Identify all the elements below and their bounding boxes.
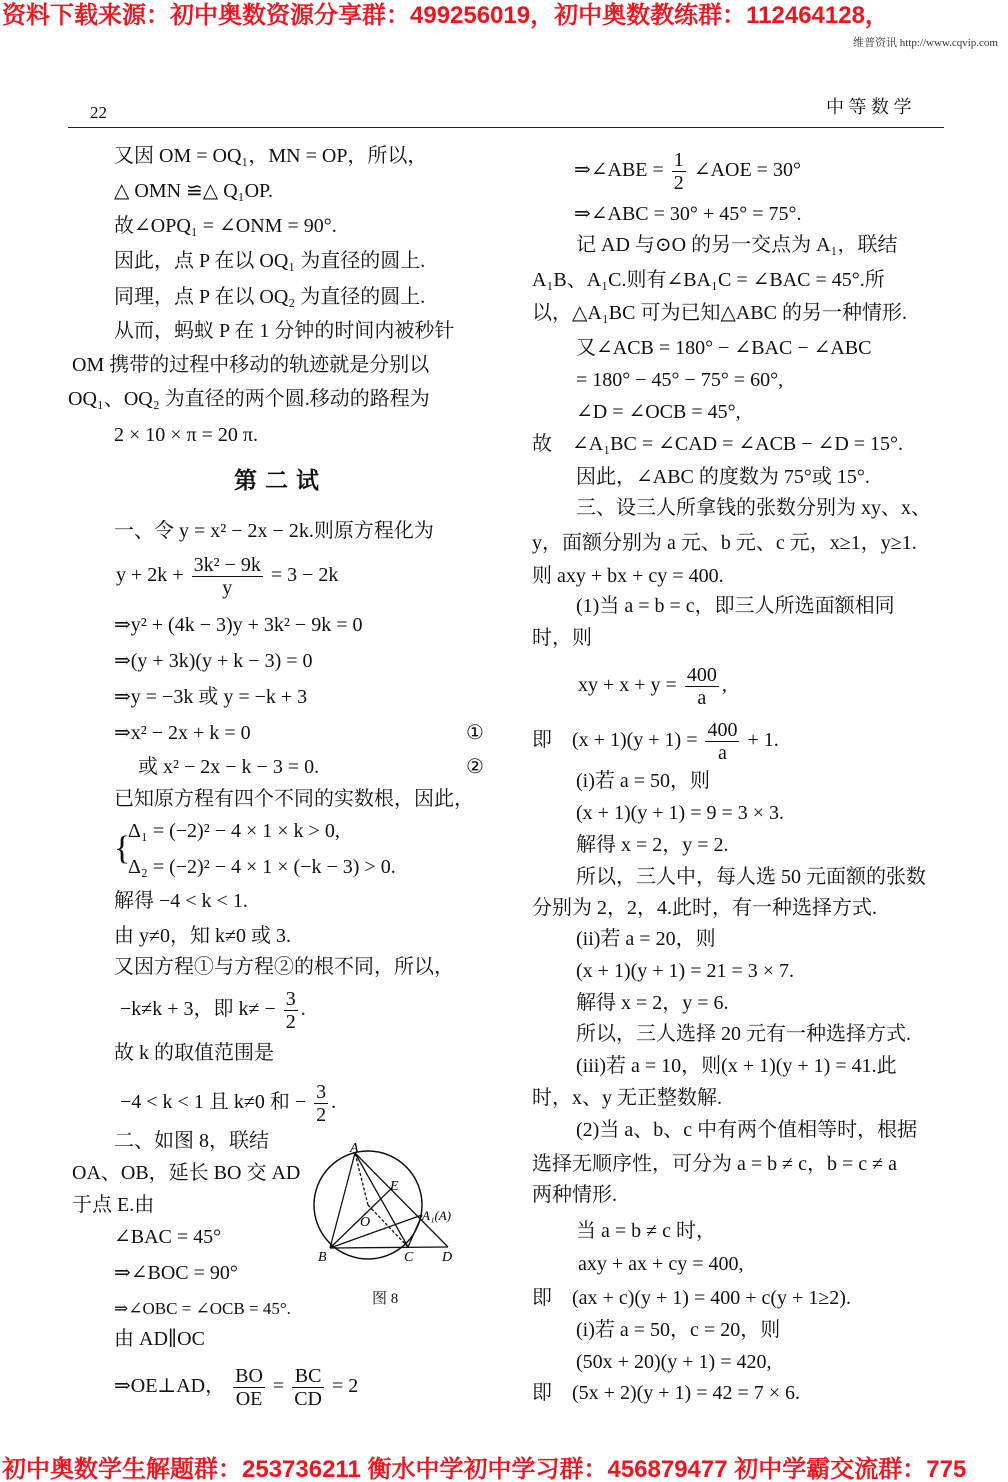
text-line: 分别为 2，2，4.此时，有一种选择方式. (532, 897, 877, 919)
label-d: D (442, 1250, 453, 1265)
numerator: BO (235, 1365, 263, 1387)
numerator: 1 (673, 149, 684, 171)
equation-line (574, 149, 801, 194)
text-line: (i)若 a = 50，则 (576, 770, 711, 792)
text-line: 又因方程①与方程②的根不同，所以， (114, 956, 454, 978)
text-line: 又∠ACB = 180° − ∠BAC − ∠ABC (576, 337, 872, 359)
text-line: ⇒y² + (4k − 3)y + 3k² − 9k = 0 (114, 614, 363, 636)
figure-caption: 图 8 (372, 1291, 399, 1307)
equation-line: −4 < k < 1 且 k≠0 和 − $\frac{3}{2}$ . (120, 1081, 337, 1126)
numerator: 400 (686, 664, 717, 686)
journal-title: 中 等 数 学 (826, 97, 912, 117)
denominator: 2 (316, 1104, 327, 1126)
equation-line: −k≠k + 3，即 k≠ − $\frac{3}{2}$ . (120, 988, 306, 1033)
text-line: (iii)若 a = 10，则(x + 1)(y + 1) = 41.此 (576, 1055, 897, 1077)
text-line: 时，则 (532, 627, 592, 649)
text: ∠AOE = 30° (693, 159, 801, 182)
bottom-banner: 初中奥数学生解题群：253736211 衡水中学初中学习群：456879477 初中学霸交流群：775 (2, 1456, 967, 1482)
text: ⇒∠ABE = (574, 159, 664, 182)
text-line: Δ₁ = (−2)² − 4 × 1 × k > 0, (128, 820, 340, 842)
text-line: 已知原方程有四个不同的实数根，因此， (114, 788, 474, 810)
text-line: 因此，点 P 在以 OQ₁ 为直径的圆上. (114, 250, 426, 272)
text-line: (2)当 a、b、c 中有两个值相等时，根据 (576, 1119, 918, 1141)
numerator: 3 (316, 1081, 327, 1103)
text-line: A₁B、A₁C.则有∠BA₁C = ∠BAC = 45°.所 (532, 269, 885, 291)
text-line: ⇒∠OBC = ∠OCB = 45°. (114, 1299, 291, 1318)
text-line: ∠BAC = 45° (114, 1226, 222, 1248)
numerator: BC (292, 1365, 324, 1388)
equation-line (114, 1365, 358, 1410)
text-line: 三、设三人所拿钱的张数分别为 xy、x、 (576, 497, 931, 519)
text-line: (ii)若 a = 20，则 (576, 928, 716, 950)
header-rule (68, 127, 944, 128)
denominator: a (718, 742, 727, 764)
equation-line (578, 664, 727, 709)
text-line: (x + 1)(y + 1) = 9 = 3 × 3. (576, 802, 785, 824)
label-o: O (360, 1215, 371, 1230)
text-line: △ OMN ≌△ Q₁OP. (114, 180, 273, 202)
label-e: E (390, 1179, 399, 1194)
text-line: 解得 −4 < k < 1. (114, 890, 248, 912)
text-line: ∠D = ∠OCB = 45°, (576, 401, 741, 423)
page-number: 22 (90, 103, 107, 122)
denominator: 2 (285, 1011, 296, 1033)
text-line: ⇒(y + 3k)(y + k − 3) = 0 (114, 650, 313, 672)
numerator: 3k² − 9k (193, 554, 261, 576)
text-line: 从而，蚂蚁 P 在 1 分钟的时间内被秒针 (114, 320, 455, 342)
fraction (314, 1081, 328, 1126)
fraction (284, 988, 298, 1033)
equation-line (532, 719, 779, 764)
text: xy + x + y = (578, 674, 677, 697)
text-line: 所以，三人中，每人选 50 元面额的张数 (576, 866, 926, 888)
fraction (672, 149, 686, 194)
text-line: 二、如图 8，联结 (114, 1130, 269, 1152)
label-a1: A₁(A) (422, 1208, 452, 1223)
text-line: 于点 E.由 (72, 1194, 155, 1216)
text-line: 两种情形. (532, 1184, 617, 1206)
text-line: 同理，点 P 在以 OQ₂ 为直径的圆上. (114, 286, 426, 308)
text-line: 故 k 的取值范围是 (114, 1042, 274, 1064)
text-line: 所以，三人选择 20 元有一种选择方式. (576, 1023, 911, 1045)
text-line: 以，△A₁BC 可为已知△ABC 的另一种情形. (532, 302, 907, 324)
fraction (685, 664, 719, 709)
text-line: (i)若 a = 50，c = 20，则 (576, 1319, 781, 1341)
fraction (292, 1365, 324, 1410)
denominator: OE (235, 1388, 263, 1410)
text-line: OQ₁、OQ₂ 为直径的两个圆.移动的路程为 (68, 388, 430, 410)
text-line: OM 携带的过程中移动的轨迹就是分别以 (72, 354, 430, 376)
text-line: y，面额分别为 a 元、b 元、c 元，x≥1，y≥1. (532, 532, 917, 554)
text-line: (1)当 a = b = c，即三人所选面额相同 (576, 595, 895, 617)
text-line: ⇒x² − 2x + k = 0 (114, 722, 251, 744)
fraction (192, 554, 263, 599)
text-line: ⇒y = −3k 或 y = −k + 3 (114, 686, 308, 708)
text-line: 时，x、y 无正整数解. (532, 1087, 722, 1109)
fraction (705, 719, 739, 764)
text-line: 由 y≠0，知 k≠0 或 3. (114, 925, 291, 947)
text-line: = 180° − 45° − 75° = 60°, (576, 369, 784, 391)
text-line: ⇒∠BOC = 90° (114, 1262, 238, 1284)
numerator: 400 (707, 719, 738, 741)
text-line: 记 AD 与⊙O 的另一交点为 A₁，联结 (576, 234, 898, 256)
denominator: 2 (673, 172, 684, 194)
text-line: 当 a = b ≠ c 时， (576, 1220, 717, 1242)
text-line: OA、OB，延长 BO 交 AD (72, 1162, 301, 1184)
text-line: (50x + 20)(y + 1) = 420, (576, 1351, 772, 1373)
text-line: axy + ax + cy = 400, (578, 1253, 744, 1275)
text-line: 解得 x = 2，y = 6. (576, 992, 729, 1014)
text-line: 或 x² − 2x − k − 3 = 0. (138, 756, 320, 778)
denominator: a (697, 687, 707, 709)
text-line: 2 × 10 × π = 20 π. (114, 424, 259, 446)
text: −k≠k + 3，即 k≠ − (120, 998, 276, 1021)
text-line: 由 AD∥OC (114, 1328, 205, 1350)
section-heading: 第 二 试 (234, 468, 320, 494)
text-line: 故∠OPQ₁ = ∠ONM = 90°. (114, 215, 337, 237)
text-line: 一、令 y = x² − 2x − 2k.则原方程化为 (114, 520, 434, 542)
denominator: y (222, 577, 233, 599)
text-line: 选择无顺序性，可分为 a = b ≠ c，b = c ≠ a (532, 1153, 898, 1175)
text: = (272, 1375, 285, 1398)
watermark: 维普资讯 http://www.cqvip.com (852, 37, 998, 49)
equation-number: ② (466, 756, 484, 778)
label-c: C (404, 1250, 414, 1265)
text: , (721, 674, 727, 697)
brace: { (114, 830, 131, 867)
text: = 3 − 2k (270, 564, 339, 587)
text: 即 (x + 1)(y + 1) = (532, 729, 698, 752)
text-line: 故 ∠A₁BC = ∠CAD = ∠ACB − ∠D = 15°. (532, 433, 904, 455)
text-line: Δ₂ = (−2)² − 4 × 1 × (−k − 3) > 0. (128, 856, 396, 878)
text: + 1. (747, 729, 779, 752)
fraction (233, 1365, 265, 1410)
text-line: ⇒∠ABC = 30° + 45° = 75°. (574, 203, 802, 225)
text: ⇒OE⊥AD， (114, 1375, 226, 1398)
equation-line (116, 554, 338, 599)
text: = 2 (332, 1375, 359, 1398)
label-b: B (318, 1250, 327, 1265)
text-line: 即 (5x + 2)(y + 1) = 42 = 7 × 6. (532, 1382, 801, 1404)
denominator: CD (294, 1388, 322, 1410)
equation-number: ① (466, 722, 484, 744)
text: y + 2k + (116, 564, 184, 587)
text-line: (x + 1)(y + 1) = 21 = 3 × 7. (576, 960, 795, 982)
text: −4 < k < 1 且 k≠0 和 − (120, 1091, 307, 1114)
text-line: 则 axy + bx + cy = 400. (532, 565, 724, 587)
numerator: 3 (285, 988, 296, 1010)
text-line: 解得 x = 2，y = 2. (576, 834, 729, 856)
text-line: 即 (ax + c)(y + 1) = 400 + c(y + 1≥2). (532, 1287, 851, 1309)
geometry-figure (300, 1140, 470, 1280)
label-a: A (350, 1141, 359, 1156)
text-line: 因此，∠ABC 的度数为 75°或 15°. (576, 466, 870, 488)
top-banner: 资料下载来源：初中奥数资源分享群：499256019，初中奥数教练群：112464128， (2, 2, 889, 29)
text-line: 又因 OM = OQ₁，MN = OP，所以， (114, 145, 428, 167)
